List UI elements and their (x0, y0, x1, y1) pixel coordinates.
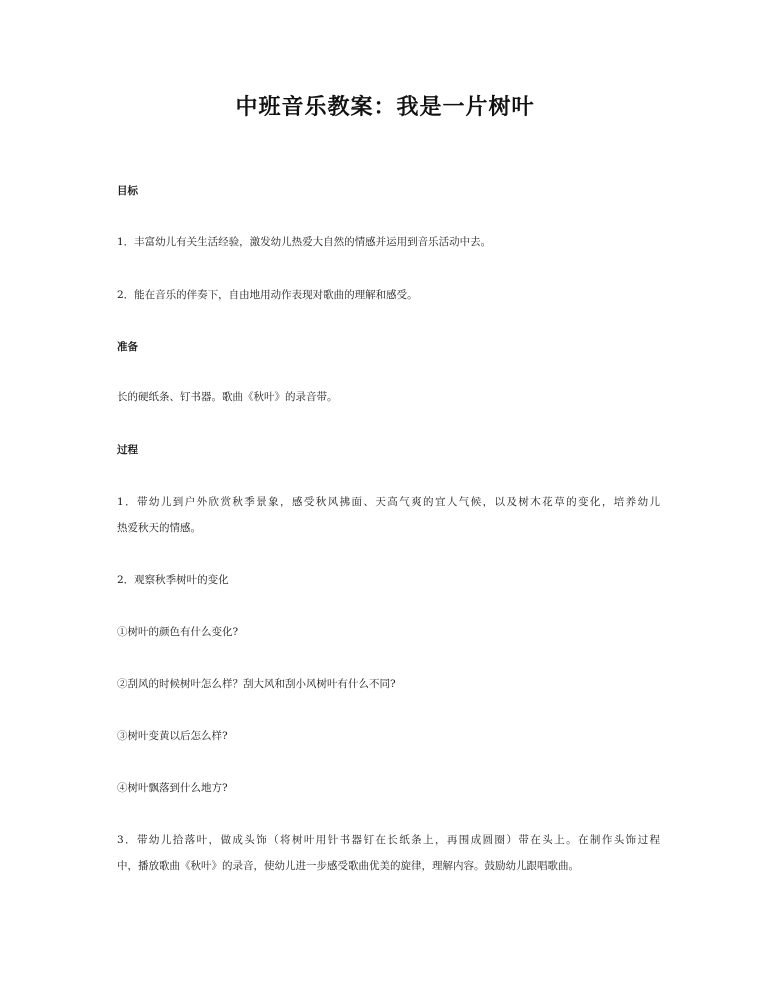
goal-item-2: 2．能在音乐的伴奏下，自由地用动作表现对歌曲的理解和感受。 (117, 289, 418, 301)
process-step-1-line-2: 热爱秋天的情感。 (117, 522, 201, 534)
process-step-1-line-1: 1．带幼儿到户外欣赏秋季景象，感受秋风拂面、天高气爽的宜人气候，以及树木花草的变化，培养幼儿 (117, 496, 660, 508)
section-heading-prep: 准备 (117, 341, 138, 353)
process-step-3-line-2: 中，播放歌曲《秋叶》的录音，使幼儿进一步感受歌曲优美的旋律，理解内容。鼓励幼儿跟唱歌曲。 (117, 860, 579, 872)
process-step-3-line-1: 3．带幼儿拾落叶，做成头饰（将树叶用针书器钉在长纸条上，再围成圆圈）带在头上。在制作头饰过程 (117, 834, 660, 846)
question-3: ③树叶变黄以后怎么样? (117, 730, 228, 742)
question-2: ②刮风的时候树叶怎么样？刮大风和刮小风树叶有什么不同? (117, 678, 396, 690)
prep-text: 长的硬纸条、钉书器。歌曲《秋叶》的录音带。 (117, 391, 338, 403)
process-step-2: 2．观察秋季树叶的变化 (117, 574, 229, 586)
section-heading-goal: 目标 (117, 185, 138, 197)
question-4: ④树叶飘落到什么地方? (117, 782, 228, 794)
goal-item-1: 1．丰富幼儿有关生活经验，激发幼儿热爱大自然的情感并运用到音乐活动中去。 (117, 236, 492, 248)
question-1: ①树叶的颜色有什么变化? (117, 626, 239, 638)
page-title: 中班音乐教案：我是一片树叶 (235, 94, 535, 120)
section-heading-process: 过程 (117, 444, 138, 456)
